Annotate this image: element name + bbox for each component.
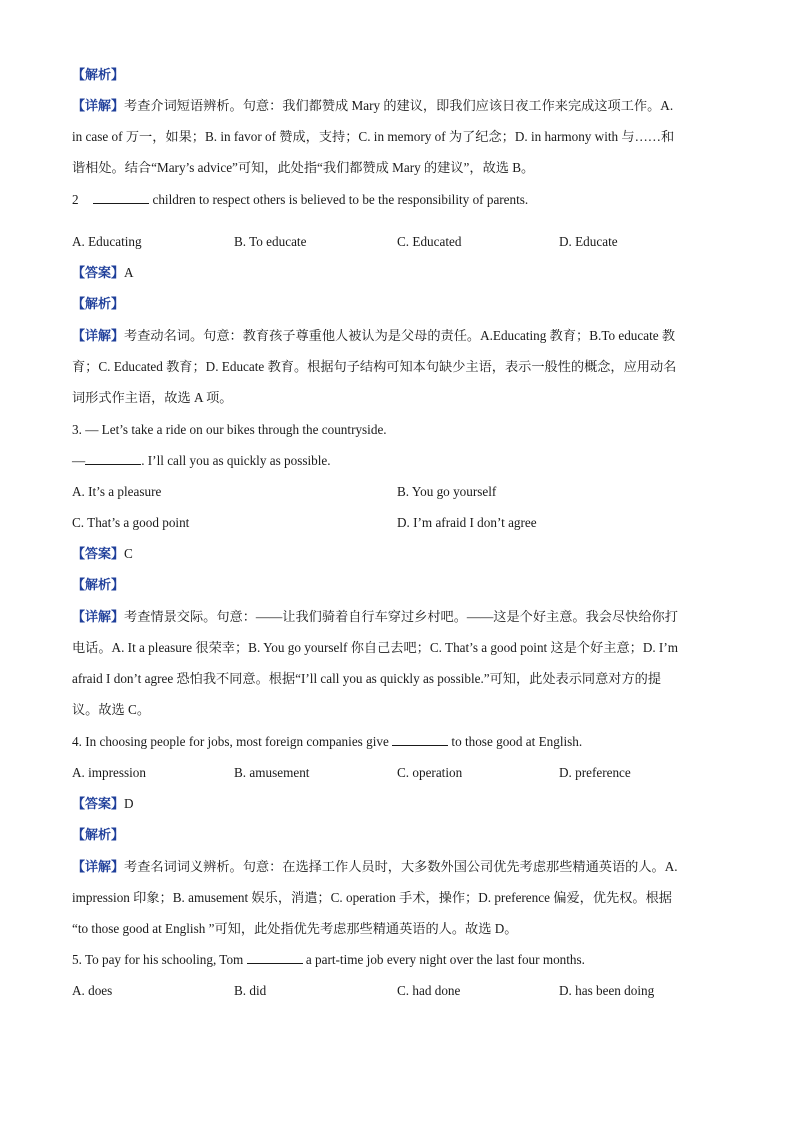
- detail-label: 【详解】: [72, 610, 125, 625]
- q4-option-a: A. impression: [72, 765, 146, 780]
- q3-stem-text: . I’ll call you as quickly as possible.: [141, 453, 331, 468]
- q4-option-d: D. preference: [559, 765, 631, 780]
- q5-option-d: D. has been doing: [559, 983, 655, 998]
- q3-detail-text-1: 考查情景交际。句意：——让我们骑着自行车穿过乡村吧。——这是个好主意。我会尽快给你打: [124, 609, 678, 624]
- detail-label: 【详解】: [72, 329, 125, 344]
- q3-dash: —: [72, 453, 86, 468]
- q4-answer-value: D: [124, 796, 134, 811]
- q2-blank: [93, 191, 149, 204]
- q1-detail-line-1: [72, 97, 722, 116]
- q1-detail-line-3: 谐相处。结合“Mary’s advice”可知，此处指“我们都赞成 Mary 的建议”，故选 B。: [72, 160, 535, 175]
- q2-detail-line-2: 育；C. Educated 教育；D. Educate 教育。根据句子结构可知本句缺少主语，表示一般性的概念，应用动名: [72, 359, 677, 374]
- q4-blank: [392, 733, 448, 746]
- q5-stem-before: 5. To pay for his schooling, Tom: [72, 952, 244, 967]
- q3-option-c: C. That’s a good point: [72, 515, 190, 530]
- q3-stem-line-2: [72, 452, 722, 470]
- q5-stem: [72, 951, 722, 969]
- q4-detail-line-3: “to those good at English ”可知，此处指优先考虑那些精通英语的人。故选 D。: [72, 921, 518, 936]
- q2-option-a: A. Educating: [72, 234, 142, 249]
- q1-analysis-heading: [72, 66, 722, 85]
- q2-number: 2: [72, 192, 79, 207]
- q2-option-b: B. To educate: [234, 234, 307, 249]
- q2-detail-line-1: [72, 327, 722, 346]
- q4-detail-line-2: impression 印象；B. amusement 娱乐，消遣；C. operation 手术，操作；D. preference 偏爱，优先权。根据: [72, 890, 672, 905]
- q3-analysis-heading: [72, 576, 722, 595]
- q4-answer: [72, 795, 722, 814]
- q4-analysis-heading: [72, 826, 722, 845]
- q2-analysis-heading: [72, 295, 722, 314]
- q2-option-d: D. Educate: [559, 234, 618, 249]
- q5-option-c: C. had done: [397, 983, 461, 998]
- detail-label: 【详解】: [72, 99, 125, 114]
- q3-answer-value: C: [124, 546, 133, 561]
- q2-detail-line-3: 词形式作主语，故选 A 项。: [72, 390, 233, 405]
- q3-answer: [72, 545, 722, 564]
- analysis-label: 【解析】: [72, 578, 125, 593]
- q4-stem-after: to those good at English.: [451, 734, 583, 749]
- q4-detail-text-1: 考查名词词义辨析。句意：在选择工作人员时，大多数外国公司优先考虑那些精通英语的人。A.: [124, 859, 678, 874]
- q1-detail-text-1: 考查介词短语辨析。句意：我们都赞成 Mary 的建议，即我们应该日夜工作来完成这项工作。A.: [124, 98, 674, 113]
- q4-stem: [72, 733, 722, 751]
- q3-detail-line-1: [72, 608, 722, 627]
- q3-detail-line-4: 议。故选 C。: [72, 702, 151, 717]
- q1-detail-line-2: in case of 万一，如果；B. in favor of 赞成，支持；C. in memory of 为了纪念；D. in harmony with 与……和: [72, 129, 675, 144]
- analysis-label: 【解析】: [72, 297, 125, 312]
- answer-label: 【答案】: [72, 547, 125, 562]
- detail-label: 【详解】: [72, 860, 125, 875]
- q2-stem: [72, 191, 722, 209]
- answer-label: 【答案】: [72, 797, 125, 812]
- q3-option-b: B. You go yourself: [397, 484, 497, 499]
- q3-detail-line-3: afraid I don’t agree 恐怕我不同意。根据“I’ll call you as quickly as possible.”可知，此处表示同意对方的提: [72, 671, 662, 686]
- analysis-label: 【解析】: [72, 828, 125, 843]
- q3-option-d: D. I’m afraid I don’t agree: [397, 515, 537, 530]
- q4-stem-before: 4. In choosing people for jobs, most foreign companies give: [72, 734, 389, 749]
- q4-detail-line-1: [72, 858, 722, 877]
- q2-option-c: C. Educated: [397, 234, 462, 249]
- q4-option-b: B. amusement: [234, 765, 310, 780]
- q4-option-c: C. operation: [397, 765, 463, 780]
- answer-label: 【答案】: [72, 266, 125, 281]
- q5-stem-after: a part-time job every night over the last four months.: [305, 952, 585, 967]
- q2-answer-value: A: [124, 265, 134, 280]
- analysis-label: 【解析】: [72, 68, 125, 83]
- q3-detail-line-2: 电话。A. It a pleasure 很荣幸；B. You go yourself 你自己去吧；C. That’s a good point 这是个好主意；D. I’m: [72, 640, 678, 655]
- q5-blank: [247, 951, 303, 964]
- q5-option-b: B. did: [234, 983, 267, 998]
- q3-option-a: A. It’s a pleasure: [72, 484, 162, 499]
- q2-detail-text-1: 考查动名词。句意：教育孩子尊重他人被认为是父母的责任。A.Educating 教育；B.To educate 教: [124, 328, 676, 343]
- q2-answer: [72, 264, 722, 283]
- q5-option-a: A. does: [72, 983, 113, 998]
- q3-stem-line-1: 3. — Let’s take a ride on our bikes through the countryside.: [72, 422, 387, 437]
- q3-blank: [85, 452, 141, 465]
- q2-stem-text: children to respect others is believed to be the responsibility of parents.: [152, 192, 529, 207]
